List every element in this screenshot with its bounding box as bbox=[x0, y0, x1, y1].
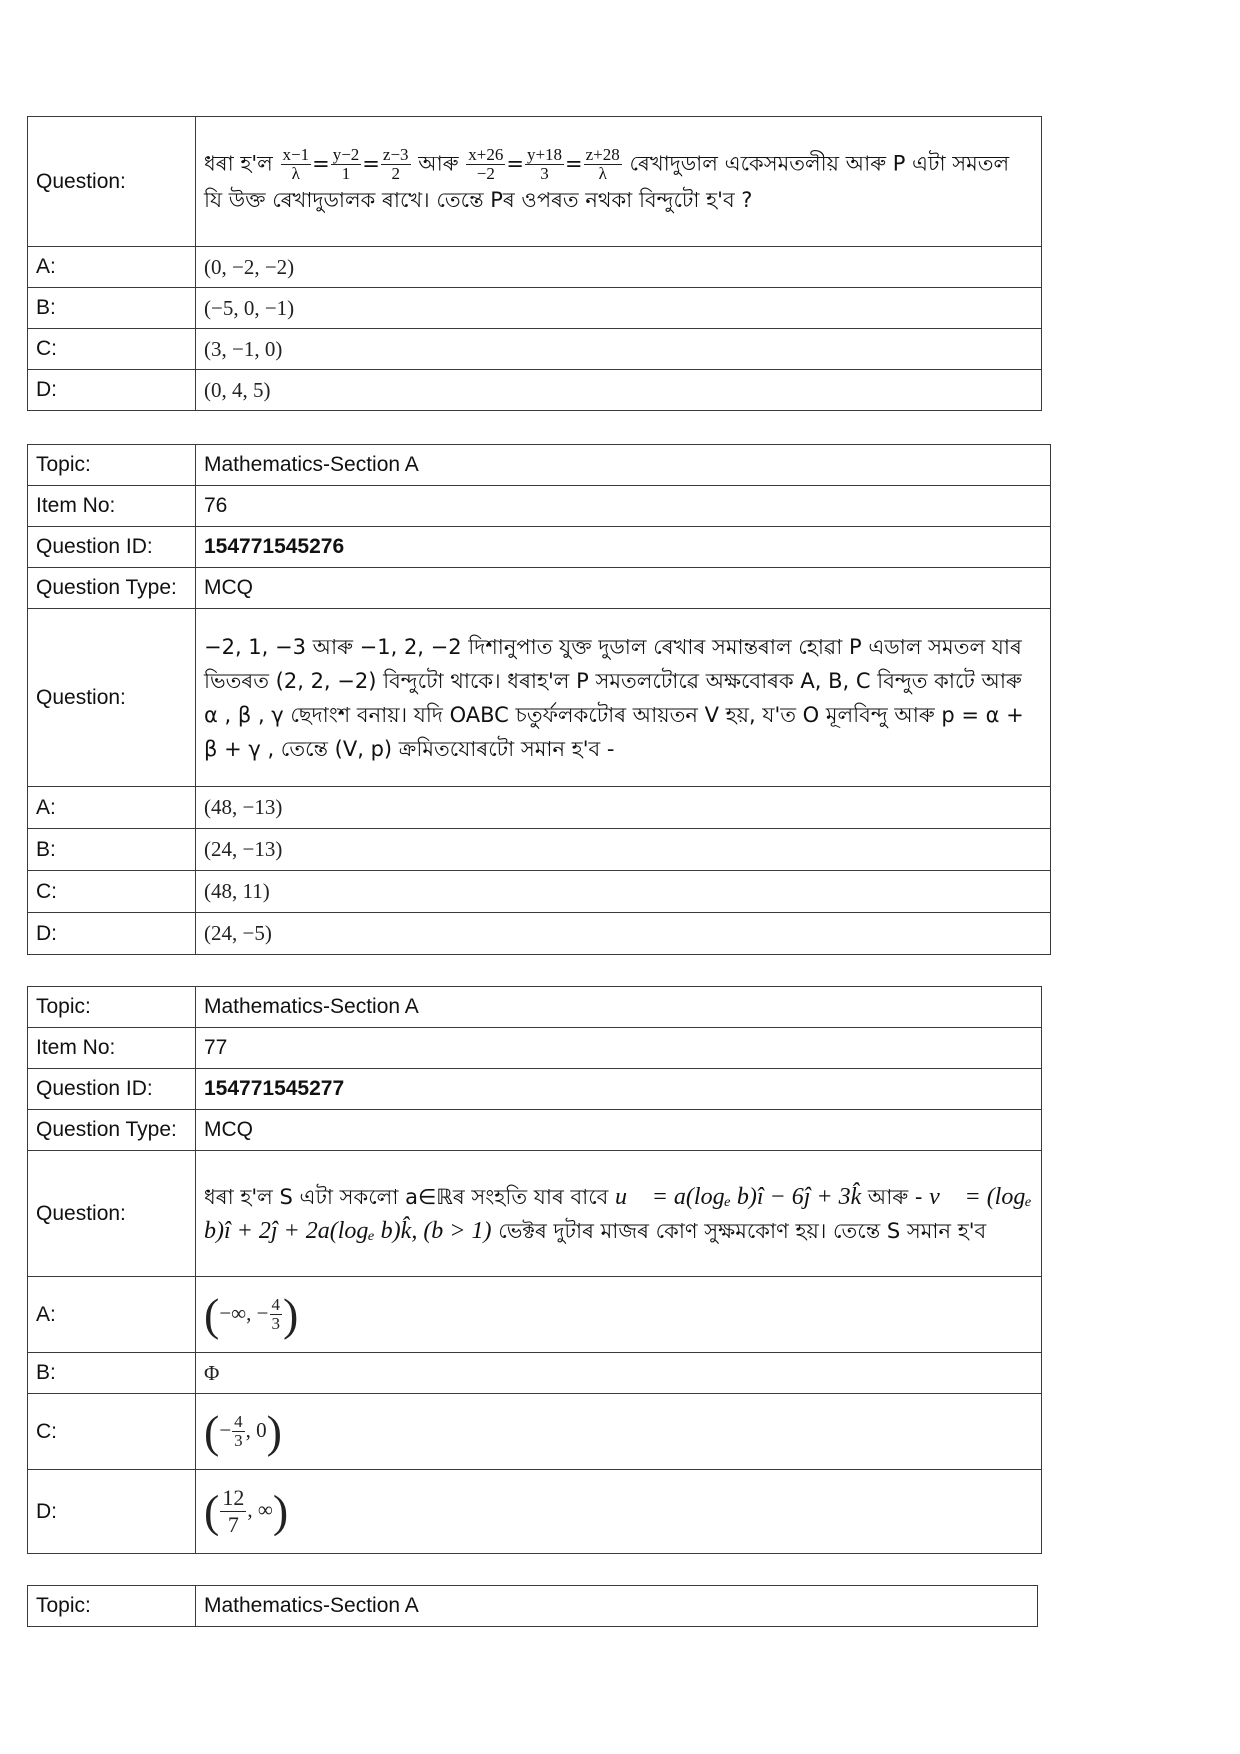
option-a-label: A: bbox=[28, 247, 196, 288]
item-no-label: Item No: bbox=[28, 1028, 196, 1069]
item-no-value: 77 bbox=[196, 1028, 1042, 1069]
option-b-label: B: bbox=[28, 288, 196, 329]
option-c-value: (48, 11) bbox=[196, 871, 1051, 913]
option-b-label: B: bbox=[28, 1353, 196, 1394]
option-a-label: A: bbox=[28, 787, 196, 829]
option-c-label: C: bbox=[28, 1394, 196, 1470]
option-c-label: C: bbox=[28, 871, 196, 913]
question-table-77 bbox=[27, 986, 1042, 1554]
option-b-value: (−5, 0, −1) bbox=[196, 288, 1042, 329]
fraction: $\frac{y-2}{1}$ bbox=[332, 145, 360, 183]
option-d-value: (24, −5) bbox=[196, 913, 1051, 955]
item-no-value: 76 bbox=[196, 486, 1051, 527]
vector-u-expression: u⃗ = a(logₑ b)î − 6ĵ + 3k̂ bbox=[615, 1183, 862, 1210]
option-a-value: (48, −13) bbox=[196, 787, 1051, 829]
topic-value: Mathematics-Section A bbox=[196, 445, 1051, 486]
question-id-value: 154771545277 bbox=[196, 1069, 1042, 1110]
option-d-value: (0, 4, 5) bbox=[196, 370, 1042, 411]
question-text: ধৰা হ'ল S এটা সকলো a∈ℝৰ সংহতি যাৰ বাবে u⃗ = a(logₑ b)î − 6ĵ + 3k̂ আৰু - v⃗ = (logₑ b)î + 2ĵ + 2a(logₑ b)k̂, (b > 1) ভেক্টৰ দুটাৰ মাজৰ কোণ সুক্ষমকোণ হয়। তেন্তে S সমান হ'ব bbox=[196, 1151, 1042, 1277]
question-table-1 bbox=[27, 116, 1042, 411]
question-type-label: Question Type: bbox=[28, 1110, 196, 1151]
fraction: $\frac{z+28}{\lambda}$ bbox=[585, 145, 620, 183]
question-label: Question: bbox=[28, 117, 196, 247]
option-d-label: D: bbox=[28, 1470, 196, 1554]
question-type-value: MCQ bbox=[196, 1110, 1042, 1151]
question-table-76 bbox=[27, 444, 1051, 955]
question-id-label: Question ID: bbox=[28, 1069, 196, 1110]
option-d-label: D: bbox=[28, 370, 196, 411]
option-d-value: ( $\frac{12}{7}$ , ∞) bbox=[196, 1470, 1042, 1554]
option-c-value: (3, −1, 0) bbox=[196, 329, 1042, 370]
option-c-label: C: bbox=[28, 329, 196, 370]
option-a-value: (0, −2, −2) bbox=[196, 247, 1042, 288]
fraction: $\frac{x-1}{\lambda}$ bbox=[282, 145, 310, 183]
question-type-value: MCQ bbox=[196, 568, 1051, 609]
question-id-label: Question ID: bbox=[28, 527, 196, 568]
topic-value: Mathematics-Section A bbox=[196, 1586, 1038, 1627]
item-no-label: Item No: bbox=[28, 486, 196, 527]
fraction: $\frac{x+26}{-2}$ bbox=[468, 145, 504, 183]
question-text: −2, 1, −3 আৰু −1, 2, −2 দিশানুপাত যুক্ত দুডাল ৰেখাৰ সমান্তৰাল হোৱা P এডাল সমতল যাৰ ভিতৰত (2, 2, −2) বিন্দুটো থাকে। ধৰাহ'ল P সমতলটোৱে অক্ষবোৰক A, B, C বিন্দুত কাটে আৰু α , β , γ ছেদাংশ বনায়। যদি OABC চতুৰ্ফলকটোৰ আয়তন V হয়, য'ত O মূলবিন্দু আৰু p = α + β + γ , তেন্তে (V, p) ক্ৰমিতযোৰটো সমান হ'ব - bbox=[196, 609, 1051, 787]
question-type-label: Question Type: bbox=[28, 568, 196, 609]
option-a-value: (−∞, − $\frac{4}{3}$ ) bbox=[196, 1277, 1042, 1353]
question-id-value: 154771545276 bbox=[196, 527, 1051, 568]
question-text: ধৰা হ'ল $\frac{x-1}{\lambda}$ = $\frac{y-2}{1}$ = $\frac{z-3}{2}$ আৰু $\frac{x+26}{-2}$ = $\frac{y+18}{3}$ = $\frac{z+28}{\lambda}$ ৰেখাদুডাল একেসমতলীয় আৰু P এটা সমতল যি উক্ত ৰেখাদুডালক ৰাখে। তেন্তে Pৰ ওপৰত নথকা বিন্দুটো হ'ব ? bbox=[196, 117, 1042, 247]
option-c-value: (− $\frac{4}{3}$ , 0) bbox=[196, 1394, 1042, 1470]
option-b-value: (24, −13) bbox=[196, 829, 1051, 871]
topic-label: Topic: bbox=[28, 987, 196, 1028]
question-table-78 bbox=[27, 1585, 1038, 1627]
option-b-value: Φ bbox=[196, 1353, 1042, 1394]
option-b-label: B: bbox=[28, 829, 196, 871]
option-a-label: A: bbox=[28, 1277, 196, 1353]
topic-label: Topic: bbox=[28, 1586, 196, 1627]
topic-value: Mathematics-Section A bbox=[196, 987, 1042, 1028]
fraction: $\frac{y+18}{3}$ bbox=[526, 145, 563, 183]
topic-label: Topic: bbox=[28, 445, 196, 486]
question-label: Question: bbox=[28, 1151, 196, 1277]
option-d-label: D: bbox=[28, 913, 196, 955]
fraction: $\frac{z-3}{2}$ bbox=[382, 145, 409, 183]
question-label: Question: bbox=[28, 609, 196, 787]
vector-v-expression: v⃗ = (logₑ b)î + 2ĵ + 2a(logₑ b)k̂, (b > 1) bbox=[204, 1183, 1032, 1244]
